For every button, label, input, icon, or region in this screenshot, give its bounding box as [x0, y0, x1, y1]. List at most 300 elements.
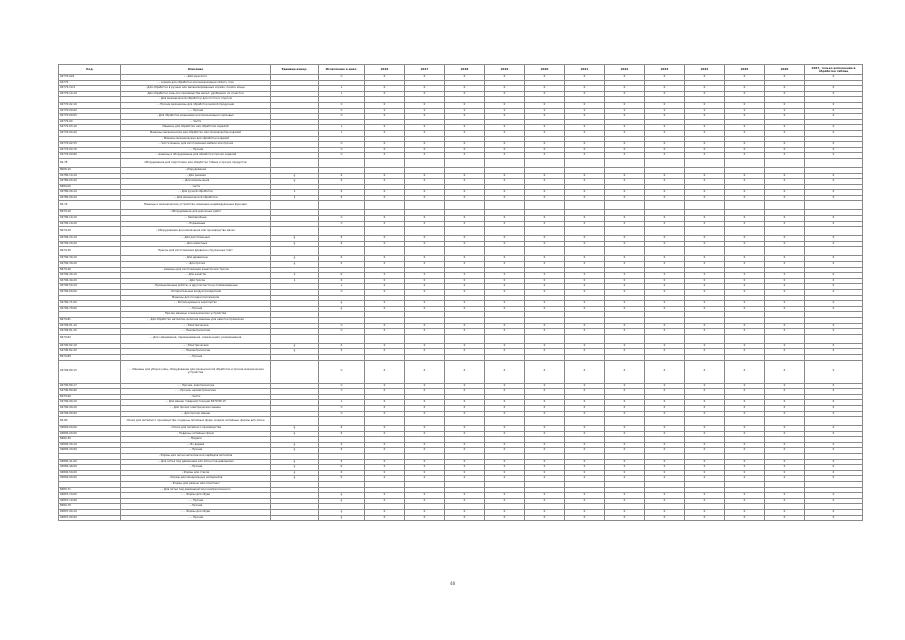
row-value: 0 [605, 179, 645, 185]
row-value: 0 [725, 465, 765, 471]
row-value: 0 [445, 179, 485, 185]
row-value: 0 [765, 426, 805, 432]
row-value: 0 [445, 273, 485, 279]
row-value: 0 [685, 216, 725, 222]
row-value: 0 [445, 75, 485, 81]
row-value: 0 [565, 400, 605, 406]
row-code: 04770-00-80 [59, 153, 121, 159]
row-basis: С [319, 405, 365, 411]
row-value: 0 [765, 179, 805, 185]
row-value: 0 [605, 426, 645, 432]
row-description: - - Прочие [121, 465, 271, 471]
row-value: 0 [445, 411, 485, 417]
column-header: Код [59, 65, 121, 75]
row-value: 0 [485, 284, 525, 290]
row-value: 0 [685, 190, 725, 196]
row-value: 0 [605, 459, 645, 465]
row-value: 0 [565, 284, 605, 290]
row-value: 0 [685, 221, 725, 227]
row-value: 0 [685, 329, 725, 335]
row-code: 04790-10-10 [59, 216, 121, 222]
row-value: 0 [605, 400, 645, 406]
row-value: 0 [685, 323, 725, 329]
row-value: 0 [765, 470, 805, 476]
row-code: 8479-40 [59, 267, 121, 273]
row-value [565, 334, 605, 343]
row-value: 0 [405, 273, 445, 279]
row-value: 0 [485, 114, 525, 120]
row-unit: g [271, 431, 319, 437]
row-value: 0 [565, 195, 605, 201]
row-value: 0 [565, 273, 605, 279]
row-value: 0 [765, 91, 805, 97]
row-value: 0 [405, 442, 445, 448]
row-value: 0 [725, 459, 765, 465]
row-code: 8480-00 [59, 184, 121, 190]
row-value: 0 [645, 493, 685, 499]
row-value: 0 [485, 442, 525, 448]
row-unit: k [271, 278, 319, 284]
row-value: 0 [445, 459, 485, 465]
row-value: 0 [645, 147, 685, 153]
row-description: - Испарительные воздухоохладители [121, 290, 271, 296]
row-value: 0 [365, 147, 405, 153]
row-value: 0 [405, 323, 445, 329]
row-value: 0 [685, 284, 725, 290]
row-value: 0 [725, 431, 765, 437]
row-value: 0 [485, 459, 525, 465]
row-value [445, 417, 485, 426]
row-value: 0 [445, 426, 485, 432]
row-value: 0 [565, 442, 605, 448]
row-value: 0 [765, 241, 805, 247]
row-unit: g [271, 349, 319, 355]
row-value [645, 247, 685, 256]
row-value: 0 [645, 86, 685, 92]
row-value [525, 417, 565, 426]
row-value: 0 [805, 130, 863, 136]
row-value [445, 227, 485, 236]
row-unit: k [271, 273, 319, 279]
row-value: 0 [565, 75, 605, 81]
row-value: 0 [725, 493, 765, 499]
row-value: 0 [685, 102, 725, 108]
row-code: 04770-00 [59, 119, 121, 125]
row-value: 0 [565, 349, 605, 355]
row-value: 0 [525, 510, 565, 516]
row-basis: С [319, 216, 365, 222]
row-value: 0 [485, 195, 525, 201]
row-value: 0 [765, 349, 805, 355]
row-description: - - Подъемные [121, 221, 271, 227]
row-description: - - - Формы для обуви [121, 510, 271, 516]
row-value: 0 [725, 130, 765, 136]
row-value: 0 [405, 256, 445, 262]
row-value: 0 [725, 301, 765, 307]
row-value: 0 [805, 442, 863, 448]
row-value [405, 247, 445, 256]
row-value: 0 [645, 179, 685, 185]
row-value: 0 [445, 262, 485, 268]
row-description: - - Прочие механизмы для обработки мелкой продукции [121, 102, 271, 108]
row-basis: 0 [319, 349, 365, 355]
row-value: 0 [645, 498, 685, 504]
row-value: 0 [645, 306, 685, 312]
row-value: 0 [685, 426, 725, 432]
row-value: 0 [645, 323, 685, 329]
row-value: 0 [565, 173, 605, 179]
row-code: 04790-81-10 [59, 323, 121, 329]
row-value: 0 [725, 360, 765, 383]
row-value: 0 [645, 470, 685, 476]
row-value: 0 [405, 236, 445, 242]
row-basis [319, 417, 365, 426]
row-unit: k [271, 190, 319, 196]
row-value: 0 [565, 405, 605, 411]
row-value: 0 [805, 216, 863, 222]
row-value: 0 [765, 190, 805, 196]
row-value: 0 [365, 400, 405, 406]
row-value: 0 [605, 114, 645, 120]
row-value: 0 [685, 349, 725, 355]
row-value: 0 [765, 360, 805, 383]
row-code: 04800-30-90 [59, 448, 121, 454]
row-value: 0 [445, 102, 485, 108]
row-value: 0 [805, 498, 863, 504]
row-description: - - - Прочие, неэлектрические [121, 389, 271, 395]
row-value: 0 [725, 241, 765, 247]
row-value: 0 [405, 190, 445, 196]
row-value: 0 [725, 91, 765, 97]
column-header: 2017 [405, 65, 445, 75]
row-basis: L [319, 400, 365, 406]
row-code: 04770-10-10 [59, 91, 121, 97]
row-value: 0 [485, 329, 525, 335]
row-value: 0 [445, 448, 485, 454]
row-value: 0 [645, 510, 685, 516]
row-code: 04790-20-20 [59, 241, 121, 247]
row-value: 0 [405, 448, 445, 454]
row-description: - Формы для минеральных материалов [121, 476, 271, 482]
row-value: 0 [805, 108, 863, 114]
row-value: 0 [405, 306, 445, 312]
row-code: 8479-81 [59, 317, 121, 323]
row-value: 0 [525, 216, 565, 222]
row-code: 8479-30 [59, 247, 121, 256]
row-value: 0 [405, 349, 445, 355]
row-value: 0 [365, 241, 405, 247]
row-description: - - машины и оборудование для обработки прочих изделий [121, 153, 271, 159]
row-value: 0 [525, 349, 565, 355]
row-value: 0 [525, 142, 565, 148]
row-value: 0 [805, 510, 863, 516]
row-code: 04790-89-90 [59, 389, 121, 395]
row-value [645, 334, 685, 343]
row-value: 0 [565, 329, 605, 335]
row-value: 0 [525, 470, 565, 476]
row-value: 0 [525, 241, 565, 247]
row-value: 0 [645, 236, 685, 242]
row-value [565, 227, 605, 236]
row-value: 0 [525, 256, 565, 262]
row-value: 0 [645, 108, 685, 114]
row-unit: g [271, 459, 319, 465]
row-value: 0 [765, 173, 805, 179]
row-value: 0 [805, 426, 863, 432]
row-basis: L [319, 125, 365, 131]
row-value [485, 247, 525, 256]
row-value: 0 [365, 130, 405, 136]
row-value: 0 [525, 301, 565, 307]
row-value: 0 [525, 465, 565, 471]
row-value: 0 [605, 442, 645, 448]
row-description: - - Для мужского [121, 75, 271, 81]
row-description: - Формы для резины или пластмасс [121, 482, 271, 488]
row-value: 0 [765, 273, 805, 279]
row-code: 8480-30 [59, 437, 121, 443]
row-value: 0 [365, 515, 405, 521]
row-value: 0 [485, 360, 525, 383]
row-value: 0 [685, 130, 725, 136]
row-value: 0 [605, 306, 645, 312]
row-value [765, 158, 805, 167]
row-value: 0 [805, 114, 863, 120]
row-value: 0 [445, 515, 485, 521]
row-value: 0 [565, 216, 605, 222]
row-value: 0 [805, 195, 863, 201]
row-value: 0 [725, 278, 765, 284]
row-value: 0 [605, 142, 645, 148]
row-value: 0 [725, 448, 765, 454]
row-value: 0 [645, 431, 685, 437]
row-value [685, 201, 725, 210]
row-value: 0 [645, 273, 685, 279]
row-value: 0 [805, 400, 863, 406]
row-basis: g [319, 510, 365, 516]
row-description: Прессы для изготовления древесно-стружечных плит [121, 247, 271, 256]
row-value: 0 [365, 153, 405, 159]
row-value: 0 [605, 301, 645, 307]
row-value: 0 [685, 515, 725, 521]
row-value: 0 [485, 400, 525, 406]
row-value: 0 [445, 195, 485, 201]
row-value: 0 [525, 179, 565, 185]
row-value: 0 [685, 179, 725, 185]
row-basis: g [319, 301, 365, 307]
data-table [58, 64, 863, 521]
row-value: 0 [725, 383, 765, 389]
row-value: 0 [765, 448, 805, 454]
row-value: 0 [445, 465, 485, 471]
row-value: 0 [525, 195, 565, 201]
row-value: 0 [685, 431, 725, 437]
row-value: 0 [685, 411, 725, 417]
page-number: 48 [449, 581, 456, 586]
row-value: 0 [405, 142, 445, 148]
row-value: 0 [485, 273, 525, 279]
row-value: 0 [725, 470, 765, 476]
row-value: 0 [565, 323, 605, 329]
row-value: 0 [445, 153, 485, 159]
row-value: 0 [605, 465, 645, 471]
row-value: 0 [685, 498, 725, 504]
column-header: Описание [121, 65, 271, 75]
row-description: - - Для животных [121, 241, 271, 247]
row-value: 0 [525, 493, 565, 499]
row-basis: 0 [319, 173, 365, 179]
row-value: 0 [765, 343, 805, 349]
row-value: 0 [805, 290, 863, 296]
row-value: 0 [645, 383, 685, 389]
row-value: 0 [805, 179, 863, 185]
row-value: 0 [685, 290, 725, 296]
row-value: 0 [605, 256, 645, 262]
row-value: 0 [445, 493, 485, 499]
row-value: 0 [405, 125, 445, 131]
row-value: 0 [405, 102, 445, 108]
row-code: 04800-41-00 [59, 459, 121, 465]
row-value: 0 [645, 102, 685, 108]
row-code: 04800-60-00 [59, 476, 121, 482]
row-value: 0 [805, 86, 863, 92]
row-value [405, 334, 445, 343]
row-value: 0 [765, 323, 805, 329]
row-value: 0 [805, 459, 863, 465]
row-value: 0 [565, 306, 605, 312]
row-value: 0 [405, 360, 445, 383]
row-value: 0 [645, 142, 685, 148]
row-description: - Для механической обработки для отстоя и отд.пом [121, 97, 271, 103]
row-code: 04790-10-20 [59, 221, 121, 227]
row-value: 0 [725, 173, 765, 179]
row-value: 0 [565, 241, 605, 247]
row-value: 0 [645, 400, 685, 406]
row-value: 0 [725, 216, 765, 222]
row-value: 0 [645, 465, 685, 471]
row-value: 0 [645, 221, 685, 227]
row-description: Машины для обработки или обработки изделий [121, 125, 271, 131]
row-code: 04770 [59, 80, 121, 86]
row-value: 0 [445, 256, 485, 262]
row-value: 0 [485, 241, 525, 247]
row-value: 0 [765, 102, 805, 108]
row-value: 0 [685, 278, 725, 284]
row-basis [319, 201, 365, 210]
row-value [525, 247, 565, 256]
row-value: 0 [565, 360, 605, 383]
row-code: 04790-90-90 [59, 411, 121, 417]
row-description: Оборудование для подготовки или обработки табака и прочих продуктов [121, 158, 271, 167]
row-code: 04800-30-10 [59, 442, 121, 448]
row-value: 0 [365, 448, 405, 454]
row-description: - части [121, 184, 271, 190]
row-value: 0 [525, 236, 565, 242]
row-description: - машины для изготовления канатов или тросов [121, 267, 271, 273]
row-value: 0 [485, 102, 525, 108]
row-code: 04807-90-10 [59, 510, 121, 516]
row-value: 0 [365, 411, 405, 417]
row-description: - - Прочие [121, 448, 271, 454]
row-value: 0 [445, 383, 485, 389]
row-value [605, 201, 645, 210]
column-header: Исчисление в анал. [319, 65, 365, 75]
row-unit: g [271, 241, 319, 247]
row-value: 0 [405, 290, 445, 296]
row-basis: С [319, 360, 365, 383]
row-value [765, 247, 805, 256]
row-value: 0 [405, 75, 445, 81]
row-value: 0 [805, 273, 863, 279]
row-basis: С [319, 389, 365, 395]
row-value: 0 [645, 411, 685, 417]
row-value: 0 [685, 125, 725, 131]
row-value: 0 [485, 301, 525, 307]
row-value: 0 [485, 256, 525, 262]
row-value [605, 417, 645, 426]
row-value: 0 [645, 515, 685, 521]
row-description: - Для обработки машинами или механизации кормовых [121, 114, 271, 120]
row-value: 0 [365, 91, 405, 97]
row-value: 0 [365, 442, 405, 448]
row-value: 0 [685, 86, 725, 92]
row-value: 0 [525, 153, 565, 159]
row-value: 0 [805, 493, 863, 499]
row-value: 0 [565, 411, 605, 417]
row-value: 0 [405, 91, 445, 97]
row-value: 0 [445, 498, 485, 504]
row-description: - - Для прочих [121, 262, 271, 268]
row-value: 0 [685, 360, 725, 383]
row-value: 0 [485, 91, 525, 97]
row-value: 0 [685, 153, 725, 159]
row-code: 04800-00-00 [59, 426, 121, 432]
row-description: - - кормов для обработки или механизации облегч. пом [121, 80, 271, 86]
row-value: 0 [725, 329, 765, 335]
row-basis: 0 [319, 476, 365, 482]
row-value: 0 [365, 102, 405, 108]
row-value: 0 [605, 360, 645, 383]
row-value: 0 [525, 190, 565, 196]
column-header: 2016 [365, 65, 405, 75]
row-value: 0 [765, 290, 805, 296]
row-value: 0 [685, 108, 725, 114]
row-value: 0 [645, 349, 685, 355]
row-unit: g [271, 426, 319, 432]
row-description: - - - Прочие [121, 108, 271, 114]
row-value: 0 [365, 195, 405, 201]
row-value: 0 [525, 273, 565, 279]
row-description: - - Для машин товарной позиции 8479 89 15 [121, 400, 271, 406]
column-header: 2023 [645, 65, 685, 75]
row-value: 0 [525, 405, 565, 411]
row-value: 0 [445, 108, 485, 114]
row-value: 0 [725, 86, 765, 92]
row-value: 0 [605, 216, 645, 222]
row-code: 04780-00-20 [59, 179, 121, 185]
row-value: 0 [445, 236, 485, 242]
row-value: 0 [485, 515, 525, 521]
row-value: 0 [405, 470, 445, 476]
row-unit: g [271, 256, 319, 262]
row-value: 0 [765, 389, 805, 395]
row-value: 0 [485, 153, 525, 159]
row-value: 0 [365, 510, 405, 516]
row-value: 0 [525, 86, 565, 92]
row-basis: 0 [319, 278, 365, 284]
row-unit [271, 227, 319, 236]
row-code: 8479-10 [59, 210, 121, 216]
row-code: 04790-89-17 [59, 383, 121, 389]
